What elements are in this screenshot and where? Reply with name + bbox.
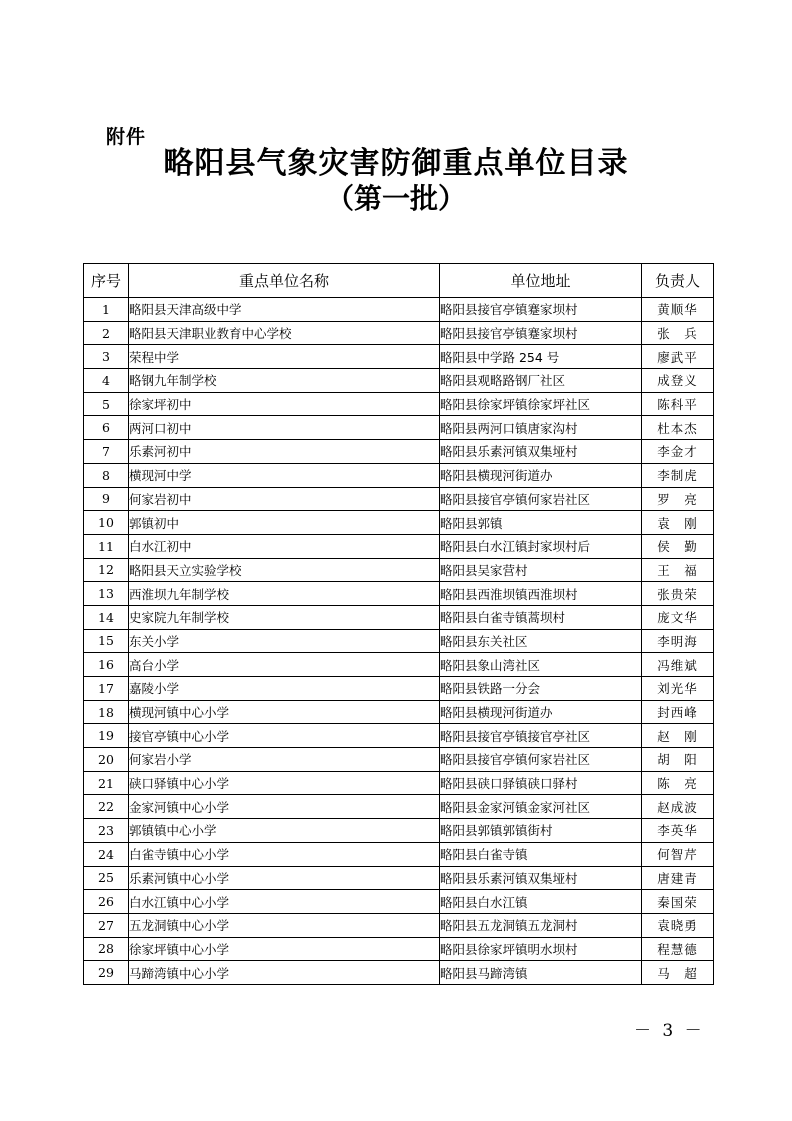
- cell-no: 8: [84, 463, 129, 487]
- header-no: 序号: [84, 264, 129, 298]
- cell-unit-name: 白水江镇中心小学: [129, 890, 440, 914]
- cell-person: 黄顺华: [642, 298, 714, 322]
- table-row: [84, 463, 714, 487]
- cell-address: 略阳县金家河镇金家河社区: [440, 795, 642, 819]
- cell-person: 庞文华: [642, 605, 714, 629]
- cell-person: 罗 亮: [642, 487, 714, 511]
- cell-no: 1: [84, 298, 129, 322]
- cell-unit-name: 西淮坝九年制学校: [129, 582, 440, 606]
- cell-address: 略阳县吴家营村: [440, 558, 642, 582]
- table-row: [84, 795, 714, 819]
- table-body: [84, 298, 714, 985]
- cell-no: 17: [84, 677, 129, 701]
- cell-person: 成登义: [642, 369, 714, 393]
- cell-person: 张贵荣: [642, 582, 714, 606]
- table-row: [84, 913, 714, 937]
- table-row: [84, 748, 714, 772]
- cell-no: 4: [84, 369, 129, 393]
- cell-no: 5: [84, 392, 129, 416]
- cell-no: 20: [84, 748, 129, 772]
- cell-no: 24: [84, 842, 129, 866]
- cell-address: 略阳县马蹄湾镇: [440, 961, 642, 985]
- cell-address: 略阳县乐素河镇双集垭村: [440, 440, 642, 464]
- cell-no: 28: [84, 937, 129, 961]
- cell-unit-name: 两河口初中: [129, 416, 440, 440]
- cell-no: 6: [84, 416, 129, 440]
- cell-person: 廖武平: [642, 345, 714, 369]
- cell-address: 略阳县接官亭镇蹇家坝村: [440, 298, 642, 322]
- cell-person: 李英华: [642, 819, 714, 843]
- table-row: [84, 842, 714, 866]
- cell-address: 略阳县乐素河镇双集垭村: [440, 866, 642, 890]
- cell-unit-name: 接官亭镇中心小学: [129, 724, 440, 748]
- table-row: [84, 866, 714, 890]
- cell-unit-name: 乐素河初中: [129, 440, 440, 464]
- cell-address: 略阳县接官亭镇何家岩社区: [440, 487, 642, 511]
- cell-unit-name: 高台小学: [129, 653, 440, 677]
- table-row: [84, 629, 714, 653]
- cell-person: 冯维斌: [642, 653, 714, 677]
- cell-no: 7: [84, 440, 129, 464]
- cell-person: 张 兵: [642, 321, 714, 345]
- table-row: [84, 605, 714, 629]
- cell-person: 刘光华: [642, 677, 714, 701]
- cell-no: 3: [84, 345, 129, 369]
- cell-no: 13: [84, 582, 129, 606]
- cell-address: 略阳县白水江镇: [440, 890, 642, 914]
- header-person: 负责人: [642, 264, 714, 298]
- page-number: － 3 －: [634, 1021, 705, 1041]
- table-row: [84, 416, 714, 440]
- cell-unit-name: 金家河镇中心小学: [129, 795, 440, 819]
- table-row: [84, 677, 714, 701]
- cell-unit-name: 白雀寺镇中心小学: [129, 842, 440, 866]
- table-row: [84, 369, 714, 393]
- cell-unit-name: 略阳县天津职业教育中心学校: [129, 321, 440, 345]
- table-row: [84, 392, 714, 416]
- cell-person: 程慧德: [642, 937, 714, 961]
- cell-address: 略阳县接官亭镇接官亭社区: [440, 724, 642, 748]
- cell-unit-name: 郭镇镇中心小学: [129, 819, 440, 843]
- cell-unit-name: 东关小学: [129, 629, 440, 653]
- cell-no: 19: [84, 724, 129, 748]
- cell-no: 11: [84, 534, 129, 558]
- cell-address: 略阳县观略路钢厂社区: [440, 369, 642, 393]
- cell-address: 略阳县中学路 254 号: [440, 345, 642, 369]
- cell-person: 秦国荣: [642, 890, 714, 914]
- cell-no: 18: [84, 700, 129, 724]
- cell-unit-name: 乐素河镇中心小学: [129, 866, 440, 890]
- cell-no: 23: [84, 819, 129, 843]
- cell-person: 陈科平: [642, 392, 714, 416]
- cell-unit-name: 荣程中学: [129, 345, 440, 369]
- cell-address: 略阳县徐家坪镇徐家坪社区: [440, 392, 642, 416]
- cell-person: 侯 勤: [642, 534, 714, 558]
- table-row: [84, 511, 714, 535]
- cell-no: 14: [84, 605, 129, 629]
- cell-unit-name: 何家岩小学: [129, 748, 440, 772]
- cell-no: 15: [84, 629, 129, 653]
- cell-unit-name: 徐家坪初中: [129, 392, 440, 416]
- cell-unit-name: 硖口驿镇中心小学: [129, 771, 440, 795]
- cell-address: 略阳县接官亭镇蹇家坝村: [440, 321, 642, 345]
- cell-address: 略阳县白雀寺镇蒿坝村: [440, 605, 642, 629]
- cell-no: 27: [84, 913, 129, 937]
- cell-person: 袁 刚: [642, 511, 714, 535]
- cell-person: 李金才: [642, 440, 714, 464]
- cell-person: 赵 刚: [642, 724, 714, 748]
- cell-person: 封西峰: [642, 700, 714, 724]
- cell-address: 略阳县横现河街道办: [440, 463, 642, 487]
- cell-address: 略阳县东关社区: [440, 629, 642, 653]
- cell-person: 唐建青: [642, 866, 714, 890]
- cell-person: 袁晓勇: [642, 913, 714, 937]
- cell-no: 10: [84, 511, 129, 535]
- key-units-table: [83, 263, 714, 985]
- cell-no: 25: [84, 866, 129, 890]
- cell-address: 略阳县两河口镇唐家沟村: [440, 416, 642, 440]
- cell-unit-name: 史家院九年制学校: [129, 605, 440, 629]
- cell-person: 杜本杰: [642, 416, 714, 440]
- cell-unit-name: 马蹄湾镇中心小学: [129, 961, 440, 985]
- cell-person: 王 福: [642, 558, 714, 582]
- cell-person: 胡 阳: [642, 748, 714, 772]
- document-subtitle: （第一批）: [325, 182, 466, 215]
- cell-person: 李制虎: [642, 463, 714, 487]
- table-row: [84, 440, 714, 464]
- table-row: [84, 534, 714, 558]
- cell-unit-name: 五龙洞镇中心小学: [129, 913, 440, 937]
- cell-no: 12: [84, 558, 129, 582]
- cell-address: 略阳县接官亭镇何家岩社区: [440, 748, 642, 772]
- cell-address: 略阳县郭镇: [440, 511, 642, 535]
- table-row: [84, 819, 714, 843]
- cell-address: 略阳县象山湾社区: [440, 653, 642, 677]
- table-row: [84, 890, 714, 914]
- cell-unit-name: 略阳县天津高级中学: [129, 298, 440, 322]
- table-row: [84, 321, 714, 345]
- cell-unit-name: 何家岩初中: [129, 487, 440, 511]
- document-title: 略阳县气象灾害防御重点单位目录: [163, 146, 629, 181]
- table-row: [84, 653, 714, 677]
- cell-address: 略阳县白水江镇封家坝村后: [440, 534, 642, 558]
- cell-person: 何智芹: [642, 842, 714, 866]
- cell-person: 李明海: [642, 629, 714, 653]
- cell-unit-name: 白水江初中: [129, 534, 440, 558]
- cell-person: 陈 亮: [642, 771, 714, 795]
- cell-unit-name: 徐家坪镇中心小学: [129, 937, 440, 961]
- cell-address: 略阳县郭镇郭镇街村: [440, 819, 642, 843]
- cell-no: 22: [84, 795, 129, 819]
- cell-unit-name: 横现河镇中心小学: [129, 700, 440, 724]
- cell-address: 略阳县西淮坝镇西淮坝村: [440, 582, 642, 606]
- cell-unit-name: 略阳县天立实验学校: [129, 558, 440, 582]
- table-row: [84, 724, 714, 748]
- attachment-label: 附件: [106, 126, 147, 148]
- table-row: [84, 961, 714, 985]
- cell-unit-name: 横现河中学: [129, 463, 440, 487]
- table-header-row: [84, 264, 714, 298]
- table-row: [84, 487, 714, 511]
- cell-person: 马 超: [642, 961, 714, 985]
- cell-unit-name: 嘉陵小学: [129, 677, 440, 701]
- cell-no: 21: [84, 771, 129, 795]
- cell-no: 2: [84, 321, 129, 345]
- table-row: [84, 700, 714, 724]
- cell-address: 略阳县硖口驿镇硖口驿村: [440, 771, 642, 795]
- header-name: 重点单位名称: [129, 264, 440, 298]
- cell-address: 略阳县铁路一分会: [440, 677, 642, 701]
- header-address: 单位地址: [440, 264, 642, 298]
- table-row: [84, 345, 714, 369]
- cell-address: 略阳县五龙洞镇五龙洞村: [440, 913, 642, 937]
- table-row: [84, 558, 714, 582]
- cell-no: 26: [84, 890, 129, 914]
- cell-no: 9: [84, 487, 129, 511]
- table-row: [84, 298, 714, 322]
- cell-person: 赵成波: [642, 795, 714, 819]
- cell-unit-name: 郭镇初中: [129, 511, 440, 535]
- cell-address: 略阳县徐家坪镇明水坝村: [440, 937, 642, 961]
- table-row: [84, 771, 714, 795]
- cell-unit-name: 略钢九年制学校: [129, 369, 440, 393]
- table-row: [84, 582, 714, 606]
- cell-address: 略阳县横现河街道办: [440, 700, 642, 724]
- cell-no: 29: [84, 961, 129, 985]
- cell-no: 16: [84, 653, 129, 677]
- table-row: [84, 937, 714, 961]
- cell-address: 略阳县白雀寺镇: [440, 842, 642, 866]
